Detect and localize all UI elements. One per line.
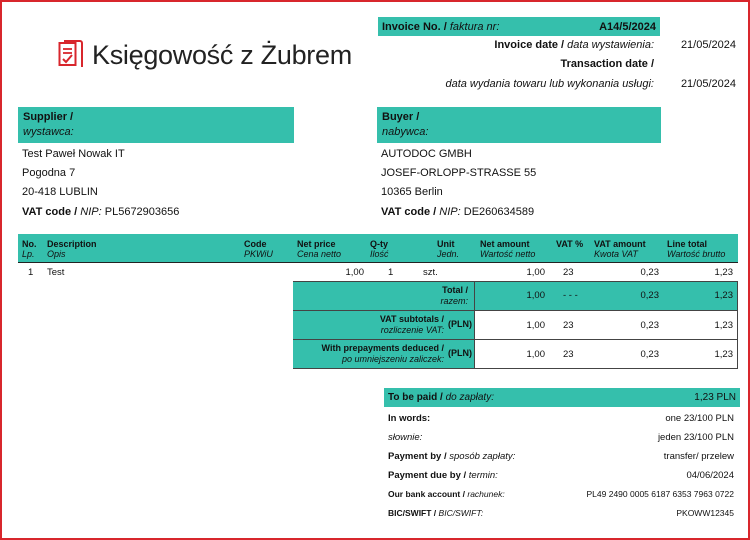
col-no: No. Lp. (22, 239, 37, 259)
invoice-number-label: Invoice No. / (382, 20, 447, 33)
col-vat-rate: VAT % (556, 239, 584, 249)
col-net-amount: Net amount Wartość netto (480, 239, 536, 259)
row-vat-amount: 0,23 (640, 267, 659, 278)
summary-line-1 (293, 281, 738, 282)
issue-date: 21/05/2024 (680, 39, 736, 51)
row-no: 1 (28, 267, 34, 278)
col-code: Code PKWiU (244, 239, 273, 259)
row-net-amount: 1,00 (526, 267, 545, 278)
vat-subtotals-net: 1,00 (526, 320, 545, 331)
row-net-price: 1,00 (345, 267, 364, 278)
transaction-date-label: Transaction date / (560, 58, 654, 70)
supplier-street: Pogodna 7 (22, 167, 76, 179)
supplier-header: Supplier / wystawca: (18, 107, 294, 143)
total-label: Total / razem: (440, 285, 468, 306)
issue-date-label: Invoice date / data wystawienia: (494, 39, 654, 51)
buyer-name: AUTODOC GMBH (381, 148, 472, 160)
buyer-street: JOSEF-ORLOPP-STRASSE 55 (381, 167, 537, 179)
to-be-paid-label: To be paid / (388, 392, 443, 403)
vat-subtotals-gross: 1,23 (714, 320, 733, 331)
transaction-date-label-pl: data wydania towaru lub wykonania usługi: (445, 78, 654, 90)
supplier-vat: VAT code / NIP: PL5672903656 (22, 206, 180, 218)
summary-vline-2 (737, 281, 738, 368)
to-be-paid-bar (384, 388, 740, 407)
col-description: Description Opis (47, 239, 97, 259)
col-qty: Q-ty Ilość (370, 239, 389, 259)
col-line-total: Line total Wartość brutto (667, 239, 726, 259)
buyer-vat: VAT code / NIP: DE260634589 (381, 206, 535, 218)
invoice-number: A14/5/2024 (599, 20, 656, 33)
col-vat-amount: VAT amount Kwota VAT (594, 239, 646, 259)
col-net-price: Net price Cena netto (297, 239, 342, 259)
payment-due-row: Payment due by / termin: 04/06/2024 (388, 470, 734, 481)
in-words-row: In words: one 23/100 PLN (388, 413, 734, 424)
prepayments-gross: 1,23 (714, 349, 733, 360)
summary-vline-1 (474, 281, 475, 368)
summary-line-4 (293, 368, 738, 369)
transaction-date: 21/05/2024 (680, 78, 736, 90)
total-vat: 0,23 (640, 290, 659, 301)
prepayments-net: 1,00 (526, 349, 545, 360)
header-divider (18, 262, 738, 263)
to-be-paid-amount: 1,23 PLN (694, 392, 736, 403)
row-qty: 1 (388, 267, 394, 278)
row-vat-rate: 23 (563, 267, 574, 278)
in-words-pl-row: słownie: jeden 23/100 PLN (388, 432, 734, 443)
prepayments-rate: 23 (563, 349, 574, 360)
vat-subtotals-vat: 0,23 (640, 320, 659, 331)
summary-line-2 (293, 310, 738, 311)
bic-swift-row: BIC/SWIFT / BIC/SWIFT: PKOWW12345 (388, 508, 734, 518)
supplier-name: Test Paweł Nowak IT (22, 148, 125, 160)
row-line-total: 1,23 (714, 267, 733, 278)
invoice-number-label-pl: faktura nr: (449, 20, 500, 33)
row-description: Test (47, 267, 65, 278)
logo-text: Księgowość z Żubrem (92, 39, 352, 70)
total-net: 1,00 (526, 290, 545, 301)
vat-subtotals-rate: 23 (563, 320, 574, 331)
buyer-header: Buyer / nabywca: (377, 107, 661, 143)
summary-line-3 (293, 339, 738, 340)
company-logo (58, 36, 352, 74)
total-gross: 1,23 (714, 290, 733, 301)
invoice-number-bar (378, 17, 660, 36)
invoice-document-icon (58, 39, 84, 71)
buyer-city: 10365 Berlin (381, 186, 443, 198)
prepayments-vat: 0,23 (640, 349, 659, 360)
col-unit: Unit Jedn. (437, 239, 460, 259)
payment-method-row: Payment by / sposób zapłaty: transfer/ przelew (388, 451, 734, 462)
bank-account-row: Our bank account / rachunek: PL49 2490 0005 6187 6353 7963 0722 (388, 489, 734, 499)
row-unit: szt. (423, 267, 438, 278)
to-be-paid-label-pl: do zapłaty: (445, 392, 494, 403)
supplier-city: 20-418 LUBLIN (22, 186, 98, 198)
total-rate: - - - (563, 290, 578, 301)
